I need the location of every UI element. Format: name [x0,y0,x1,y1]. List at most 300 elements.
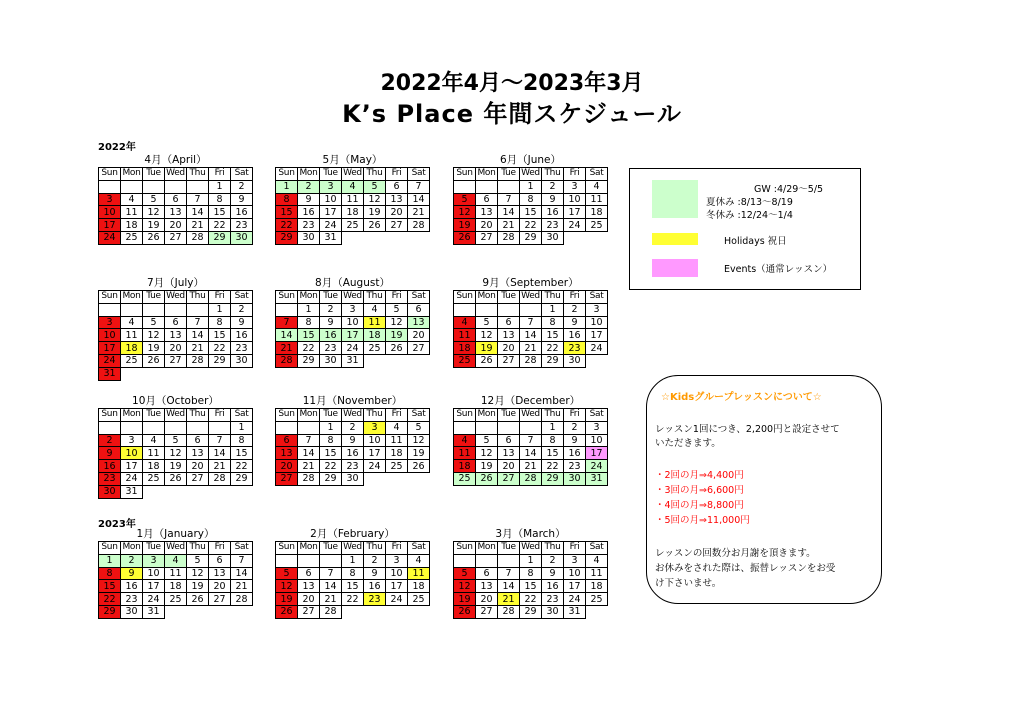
empty-cell [342,605,364,618]
week-row [99,367,253,380]
day-cell: 11 [364,316,386,329]
month-table [98,541,253,619]
day-cell: 14 [408,193,430,206]
empty-cell [298,421,320,434]
weekday-header: Sat [586,168,608,181]
day-cell: 1 [209,180,231,193]
day-cell: 1 [542,303,564,316]
day-cell: 27 [165,231,187,244]
week-row [99,231,253,244]
day-cell: 2 [320,303,342,316]
kids-price-3: ・3回の月⇒6,600円 [655,485,744,496]
day-cell: 16 [231,329,253,342]
day-cell: 24 [121,472,143,485]
day-cell: 12 [364,193,386,206]
day-cell: 9 [364,567,386,580]
weekday-header: Wed [521,168,540,179]
weekday-header-row [454,409,608,422]
day-cell: 10 [364,434,386,447]
empty-cell [165,303,187,316]
empty-cell [231,605,253,618]
empty-cell [231,367,253,380]
weekday-header: Sun [99,168,121,181]
day-cell: 14 [520,447,542,460]
month-table [275,167,430,245]
day-cell: 23 [121,593,143,606]
day-cell: 3 [99,316,121,329]
day-cell: 4 [121,316,143,329]
day-cell: 26 [386,342,408,355]
empty-cell [187,303,209,316]
day-cell: 21 [498,219,520,232]
day-cell: 23 [542,593,564,606]
day-cell: 21 [187,342,209,355]
day-cell: 1 [99,554,121,567]
empty-cell [342,231,364,244]
day-cell: 23 [564,342,586,355]
week-row [276,354,430,367]
day-cell: 12 [143,206,165,219]
day-cell: 30 [564,354,586,367]
month-april [98,154,253,245]
empty-cell [408,231,430,244]
week-row [454,472,608,485]
weekday-header: Fri [386,291,408,304]
weekday-header: Tue [498,291,520,304]
day-cell: 10 [121,447,143,460]
weekday-header: Sun [99,291,121,304]
weekday-header: Fri [209,168,231,181]
weekday-header: Tue [143,291,165,304]
week-row [454,316,608,329]
empty-cell [209,485,231,498]
empty-cell [408,354,430,367]
weekday-header: Tue [143,168,165,181]
day-cell: 12 [408,434,430,447]
day-cell: 16 [298,206,320,219]
week-row [276,580,430,593]
day-cell: 26 [187,593,209,606]
day-cell: 21 [408,206,430,219]
day-cell: 25 [143,472,165,485]
day-cell: 24 [386,593,408,606]
day-cell: 20 [209,580,231,593]
week-row [276,472,430,485]
weekday-header: Tue [320,409,342,422]
day-cell: 30 [342,472,364,485]
weekday-header: Sun [454,542,476,555]
day-cell: 23 [342,460,364,473]
day-cell: 21 [320,593,342,606]
day-cell: 8 [342,567,364,580]
weekday-header: Mon [299,542,318,553]
empty-cell [454,180,476,193]
day-cell: 31 [586,472,608,485]
weekday-header-row [276,409,430,422]
day-cell: 27 [476,231,498,244]
day-cell: 12 [143,329,165,342]
weekday-header: Fri [564,409,586,422]
day-cell: 5 [143,316,165,329]
week-row [276,193,430,206]
week-row [454,567,608,580]
empty-cell [454,421,476,434]
empty-cell [408,605,430,618]
day-cell: 22 [542,342,564,355]
empty-cell [320,554,342,567]
day-cell: 22 [298,342,320,355]
day-cell: 7 [276,316,298,329]
day-cell: 14 [498,206,520,219]
month-table [275,290,430,368]
day-cell: 26 [476,472,498,485]
month-january [98,528,253,619]
weekday-header: Sat [231,542,253,555]
week-row [276,605,430,618]
weekday-header: Mon [477,409,496,420]
weekday-header-row [99,291,253,304]
day-cell: 24 [143,593,165,606]
day-cell: 16 [231,206,253,219]
empty-cell [476,554,498,567]
week-row [276,342,430,355]
month-name: 2月（February） [310,528,395,540]
month-name: 1月（January） [136,528,215,540]
empty-cell [498,421,520,434]
day-cell: 22 [209,219,231,232]
month-may [275,154,430,245]
week-row [454,460,608,473]
month-october [98,395,253,499]
day-cell: 28 [498,231,520,244]
day-cell: 17 [143,580,165,593]
day-cell: 20 [408,329,430,342]
day-cell: 18 [143,460,165,473]
empty-cell [498,180,520,193]
weekday-header: Wed [166,542,185,553]
day-cell: 29 [209,354,231,367]
weekday-header: Sun [276,168,298,181]
week-row [276,316,430,329]
day-cell: 23 [99,472,121,485]
weekday-header: Sat [408,409,430,422]
day-cell: 15 [542,329,564,342]
day-cell: 14 [187,206,209,219]
day-cell: 15 [542,447,564,460]
day-cell: 30 [542,231,564,244]
week-row [99,219,253,232]
day-cell: 12 [454,580,476,593]
kids-lesson-box [646,375,882,604]
day-cell: 17 [586,329,608,342]
weekday-header: Fri [386,168,408,181]
weekday-header: Fri [209,409,231,422]
day-cell: 22 [209,342,231,355]
week-row [454,554,608,567]
day-cell: 25 [586,593,608,606]
day-cell: 23 [231,342,253,355]
schedule-title-period: 2022年4月～2023年3月 [380,71,644,96]
day-cell: 19 [143,342,165,355]
week-row [454,342,608,355]
day-cell: 29 [520,231,542,244]
legend-box [629,168,861,290]
day-cell: 2 [231,180,253,193]
day-cell: 19 [454,593,476,606]
day-cell: 18 [386,447,408,460]
empty-cell [187,485,209,498]
empty-cell [187,180,209,193]
empty-cell [187,421,209,434]
day-cell: 12 [476,329,498,342]
week-row [276,231,430,244]
day-cell: 16 [99,460,121,473]
day-cell: 10 [342,316,364,329]
day-cell: 18 [408,580,430,593]
weekday-header: Thu [187,542,209,555]
day-cell: 6 [476,193,498,206]
empty-cell [165,180,187,193]
day-cell: 16 [542,206,564,219]
day-cell: 11 [454,447,476,460]
day-cell: 24 [342,342,364,355]
day-cell: 10 [564,193,586,206]
weekday-header: Thu [542,542,564,555]
day-cell: 22 [320,460,342,473]
day-cell: 17 [564,206,586,219]
month-september [453,277,608,368]
week-row [454,219,608,232]
day-cell: 30 [231,354,253,367]
week-row [276,329,430,342]
weekday-header: Thu [542,291,564,304]
legend-swatch-pink [652,259,698,277]
day-cell: 5 [476,434,498,447]
month-november [275,395,430,486]
day-cell: 29 [231,472,253,485]
weekday-header: Sat [408,168,430,181]
week-row [99,434,253,447]
day-cell: 3 [121,434,143,447]
day-cell: 6 [298,567,320,580]
empty-cell [165,421,187,434]
week-row [454,193,608,206]
day-cell: 22 [276,219,298,232]
day-cell: 21 [520,342,542,355]
day-cell: 1 [298,303,320,316]
day-cell: 15 [520,580,542,593]
day-cell: 3 [586,421,608,434]
day-cell: 26 [143,231,165,244]
month-table [275,541,430,619]
day-cell: 23 [564,460,586,473]
day-cell: 19 [408,447,430,460]
day-cell: 23 [364,593,386,606]
empty-cell [276,303,298,316]
weekday-header-row [454,291,608,304]
weekday-header: Fri [209,542,231,555]
day-cell: 16 [320,329,342,342]
day-cell: 1 [342,554,364,567]
month-december [453,395,608,486]
day-cell: 4 [586,554,608,567]
day-cell: 26 [364,219,386,232]
month-name: 3月（March） [495,528,566,540]
day-cell: 8 [298,316,320,329]
day-cell: 1 [520,554,542,567]
year-label-2023: 2023年 [98,519,136,530]
empty-cell [586,605,608,618]
day-cell: 8 [209,316,231,329]
day-cell: 19 [386,329,408,342]
day-cell: 11 [121,206,143,219]
day-cell: 2 [564,421,586,434]
weekday-header: Thu [364,168,386,181]
empty-cell [99,303,121,316]
day-cell: 16 [342,447,364,460]
day-cell: 24 [320,219,342,232]
week-row [276,219,430,232]
week-row [99,447,253,460]
week-row [454,605,608,618]
day-cell: 15 [209,329,231,342]
empty-cell [520,421,542,434]
day-cell: 21 [187,219,209,232]
day-cell: 27 [276,472,298,485]
weekday-header: Sun [99,409,121,422]
weekday-header: Sun [454,409,476,422]
day-cell: 22 [520,219,542,232]
day-cell: 28 [187,354,209,367]
weekday-header: Mon [299,409,318,420]
day-cell: 14 [520,329,542,342]
day-cell: 22 [542,460,564,473]
day-cell: 10 [386,567,408,580]
week-row [276,447,430,460]
day-cell: 17 [342,329,364,342]
empty-cell [476,180,498,193]
weekday-header: Wed [166,409,185,420]
weekday-header: Tue [320,168,342,181]
day-cell: 4 [143,434,165,447]
day-cell: 17 [99,342,121,355]
weekday-header: Mon [299,168,318,179]
day-cell: 19 [364,206,386,219]
day-cell: 14 [209,447,231,460]
day-cell: 13 [187,447,209,460]
week-row [276,206,430,219]
weekday-header-row [454,168,608,181]
day-cell: 11 [121,329,143,342]
day-cell: 12 [476,447,498,460]
empty-cell [408,472,430,485]
day-cell: 12 [454,206,476,219]
day-cell: 1 [542,421,564,434]
day-cell: 3 [320,180,342,193]
day-cell: 26 [165,472,187,485]
empty-cell [99,421,121,434]
week-row [276,303,430,316]
weekday-header: Sun [454,168,476,181]
month-name: 11月（November） [302,395,403,407]
day-cell: 19 [454,219,476,232]
day-cell: 14 [298,447,320,460]
day-cell: 23 [320,342,342,355]
empty-cell [276,421,298,434]
day-cell: 26 [476,354,498,367]
day-cell: 2 [298,180,320,193]
day-cell: 21 [209,460,231,473]
empty-cell [143,180,165,193]
day-cell: 17 [364,447,386,460]
day-cell: 3 [143,554,165,567]
day-cell: 28 [276,354,298,367]
day-cell: 31 [342,354,364,367]
day-cell: 5 [476,316,498,329]
day-cell: 9 [99,447,121,460]
day-cell: 20 [165,342,187,355]
day-cell: 20 [476,219,498,232]
day-cell: 20 [298,593,320,606]
empty-cell [386,231,408,244]
day-cell: 16 [364,580,386,593]
day-cell: 11 [454,329,476,342]
day-cell: 13 [165,206,187,219]
day-cell: 24 [564,219,586,232]
day-cell: 23 [231,219,253,232]
day-cell: 4 [121,193,143,206]
week-row [99,193,253,206]
day-cell: 21 [276,342,298,355]
day-cell: 5 [165,434,187,447]
day-cell: 6 [165,316,187,329]
day-cell: 22 [231,460,253,473]
day-cell: 10 [320,193,342,206]
week-row [276,554,430,567]
week-row [99,354,253,367]
legend-winter: 冬休み :12/24～1/4 [706,210,793,221]
empty-cell [454,303,476,316]
day-cell: 13 [498,447,520,460]
day-cell: 5 [276,567,298,580]
empty-cell [276,554,298,567]
weekday-header-row [99,542,253,555]
empty-cell [121,367,143,380]
day-cell: 17 [320,206,342,219]
day-cell: 9 [542,567,564,580]
weekday-header: Mon [122,542,141,553]
day-cell: 6 [498,434,520,447]
week-row [99,316,253,329]
weekday-header: Tue [143,409,165,422]
day-cell: 10 [143,567,165,580]
day-cell: 9 [564,316,586,329]
day-cell: 6 [498,316,520,329]
week-row [454,434,608,447]
day-cell: 29 [320,472,342,485]
day-cell: 1 [209,303,231,316]
month-table [98,290,253,381]
day-cell: 28 [520,354,542,367]
week-row [454,447,608,460]
weekday-header: Mon [477,291,496,302]
week-row [99,593,253,606]
month-name: 7月（July） [146,277,205,289]
day-cell: 25 [454,472,476,485]
day-cell: 1 [320,421,342,434]
day-cell: 20 [276,460,298,473]
day-cell: 22 [520,593,542,606]
